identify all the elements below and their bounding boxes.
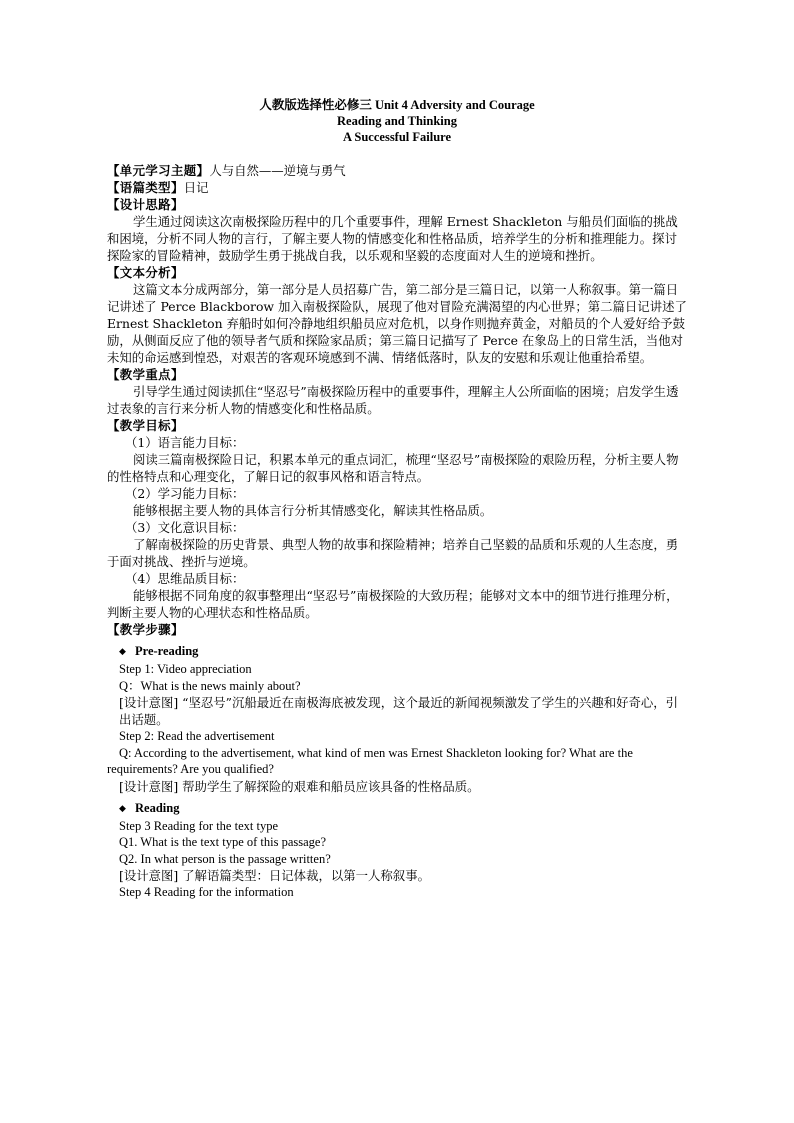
goals-label: 【教学目标】: [107, 418, 184, 433]
prereading-heading: [107, 642, 687, 660]
design-note-3: [设计意图] 了解语篇类型：日记体裁，以第一人称叙事。: [119, 868, 430, 883]
focus-text: 引导学生通过阅读抓住“坚忍号”南极探险历程中的重要事件，理解主人公所面临的困境；启发学生透过表象的言行来分析人物的情感变化和性格品质。: [107, 384, 679, 416]
analysis-text: 这篇文本分成两部分，第一部分是人员招募广告，第二部分是三篇日记，以第一人称叙事。第一篇日记讲述了 Perce Blackborow 加入南极探险队，展现了他对冒险充满渴望的内心世界；第二篇日记讲述了 Ernest Shackleton 弃船时如何冷静地组织船员应对危机，以身作则抛弃黄金，对船员的个人爱好给予鼓励，从侧面反应了他的领导者气质和探险家品质；第三篇日记描写了 Perce 在象岛上的日常生活，当他对未知的命运感到惶恐，对艰苦的客观环境感到不满、情绪低落时，队友的安慰和乐观让他重拾希望。: [107, 282, 687, 365]
genre-label: 【语篇类型】: [107, 180, 184, 195]
step-1-question: Q：What is the news mainly about?: [119, 678, 301, 693]
goal-3-title: （3）文化意识目标：: [125, 520, 245, 535]
step-2-question: Q: According to the advertisement, what kind of men was Ernest Shackleton looking for? What are the requirements? Are you qualified?: [107, 745, 633, 776]
theme-line: [107, 162, 687, 179]
diamond-bullet-icon: ◆: [119, 802, 126, 813]
design-text: 学生通过阅读这次南极探险历程中的几个重要事件，理解 Ernest Shackleton 与船员们面临的挑战和困境，分析不同人物的言行，了解主要人物的情感变化和性格品质，培养学生的分析和推理能力。探讨探险家的冒险精神，鼓励学生勇于挑战自我，以乐观和坚毅的态度面对人生的逆境和挫折。: [107, 214, 678, 263]
genre-line: [107, 179, 687, 196]
step-3-question-1: Q1. What is the text type of this passage?: [119, 835, 327, 849]
title-line-1: 人教版选择性必修三 Unit 4 Adversity and Courage: [259, 98, 535, 112]
diamond-bullet-icon: ◆: [119, 646, 126, 656]
goal-1-text: 阅读三篇南极探险日记，积累本单元的重点词汇，梳理“坚忍号”南极探险的艰险历程，分析主要人物的性格特点和心理变化，了解日记的叙事风格和语言特点。: [107, 452, 679, 484]
design-label: 【设计思路】: [107, 197, 184, 212]
title-block: [0, 97, 794, 145]
goal-1-title: （1）语言能力目标：: [125, 435, 245, 450]
goal-3-text: 了解南极探险的历史背景、典型人物的故事和探险精神；培养自己坚毅的品质和乐观的人生态度，勇于面对挑战、挫折与逆境。: [107, 537, 679, 569]
prereading-heading-text: Pre-reading: [135, 644, 199, 658]
step-2: Step 2: Read the advertisement: [119, 729, 275, 743]
goal-4-title: （4）思维品质目标：: [125, 571, 245, 586]
title-line-3: A Successful Failure: [342, 130, 452, 144]
design-note-1: [设计意图] “坚忍号”沉船最近在南极海底被发现，这个最近的新闻视频激发了学生的兴趣和好奇心，引出话题。: [119, 695, 679, 727]
analysis-label: 【文本分析】: [107, 265, 184, 280]
steps-label: 【教学步骤】: [107, 622, 184, 637]
goal-4-text: 能够根据不同角度的叙事整理出“坚忍号”南极探险的大致历程；能够对文本中的细节进行推理分析，判断主要人物的心理状态和性格品质。: [107, 588, 679, 620]
goal-2-title: （2）学习能力目标：: [125, 486, 245, 501]
genre-text: 日记: [183, 180, 209, 195]
theme-text: 人与自然——逆境与勇气: [209, 163, 346, 178]
theme-label: 【单元学习主题】: [107, 163, 210, 178]
design-note-2: [设计意图] 帮助学生了解探险的艰难和船员应该具备的性格品质。: [119, 778, 480, 794]
reading-heading: [107, 799, 687, 817]
goal-2-text: 能够根据主要人物的具体言行分析其情感变化，解读其性格品质。: [133, 503, 493, 518]
reading-heading-text: Reading: [135, 800, 180, 815]
title-line-2: Reading and Thinking: [337, 114, 457, 128]
document-body: [107, 162, 687, 901]
step-4: Step 4 Reading for the information: [119, 885, 294, 899]
focus-label: 【教学重点】: [107, 367, 184, 382]
step-3: Step 3 Reading for the text type: [119, 818, 278, 833]
step-1: Step 1: Video appreciation: [119, 662, 252, 676]
step-3-question-2: Q2. In what person is the passage written?: [119, 851, 331, 866]
